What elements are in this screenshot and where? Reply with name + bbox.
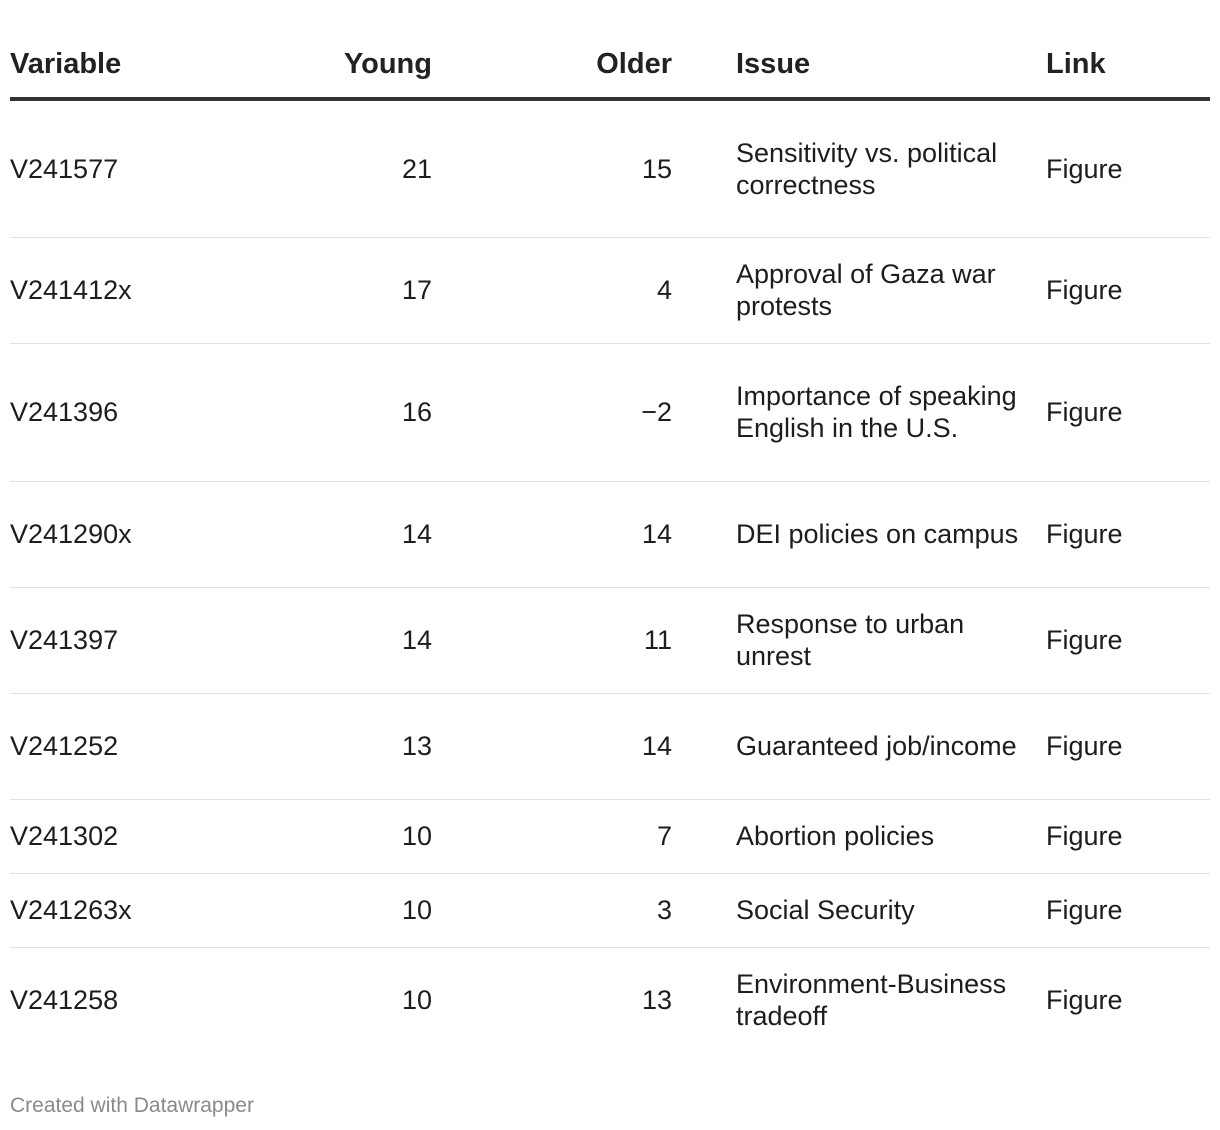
cell-issue: Guaranteed job/income (736, 693, 1046, 799)
table-row (10, 873, 1210, 947)
table-row (10, 481, 1210, 587)
cell-older: 13 (641, 985, 672, 1016)
cell-issue: Abortion policies (736, 799, 1046, 873)
cell-link[interactable]: Figure (1046, 237, 1210, 343)
header-row (10, 0, 1210, 99)
cell-spacer (672, 587, 736, 693)
column-spacer (672, 0, 736, 99)
cell-issue: Response to urban unrest (736, 587, 1046, 693)
cell-spacer (672, 873, 736, 947)
cell-older: 11 (432, 587, 672, 693)
column-header-issue[interactable]: Issue (736, 0, 1046, 99)
cell-issue: DEI policies on campus (736, 481, 1046, 587)
table-row (10, 587, 1210, 693)
cell-young: 10 (401, 985, 432, 1016)
cell-older: 15 (432, 99, 672, 237)
cell-variable: V241397 (10, 587, 272, 693)
table-row (10, 693, 1210, 799)
cell-spacer (672, 343, 736, 481)
column-header-young[interactable]: Young (272, 0, 432, 99)
cell-older: 14 (432, 693, 672, 799)
cell-spacer (672, 947, 736, 1053)
table-row (10, 237, 1210, 343)
cell-young: 10 (272, 799, 432, 873)
cell-variable: V241577 (10, 99, 272, 237)
cell-young: 14 (272, 587, 432, 693)
table-row (10, 99, 1210, 237)
cell-spacer (672, 799, 736, 873)
cell-young: 10 (272, 873, 432, 947)
cell-link[interactable]: Figure (1046, 343, 1210, 481)
cell-older: 4 (432, 237, 672, 343)
cell-young: 13 (272, 693, 432, 799)
cell-variable: V241252 (10, 693, 272, 799)
cell-young: 16 (272, 343, 432, 481)
cell-spacer (672, 481, 736, 587)
cell-spacer (672, 693, 736, 799)
data-table (10, 0, 1210, 1053)
cell-spacer (672, 99, 736, 237)
cell-link[interactable]: Figure (1046, 693, 1210, 799)
column-header-variable[interactable]: Variable (10, 0, 272, 99)
cell-issue: Approval of Gaza war protests (736, 237, 1046, 343)
cell-older: 14 (432, 481, 672, 587)
cell-variable: V241302 (10, 799, 272, 873)
cell-link[interactable]: Figure (1046, 873, 1210, 947)
cell-link[interactable]: Figure (1046, 481, 1210, 587)
column-header-older[interactable]: Older (432, 0, 672, 99)
cell-older: −2 (432, 343, 672, 481)
cell-young: 21 (272, 99, 432, 237)
cell-variable: V241412x (10, 237, 272, 343)
table-container (10, 0, 1210, 1053)
table-row (10, 343, 1210, 481)
cell-variable: V241290x (10, 481, 272, 587)
cell-link[interactable]: Figure (1046, 99, 1210, 237)
cell-issue: Sensitivity vs. political correctness (736, 99, 1046, 237)
cell-link[interactable]: Figure (1046, 985, 1123, 1016)
cell-young: 14 (272, 481, 432, 587)
cell-variable: V241396 (10, 343, 272, 481)
cell-link[interactable]: Figure (1046, 799, 1210, 873)
cell-issue: Importance of speaking English in the U.S. (736, 343, 1046, 481)
cell-young: 17 (272, 237, 432, 343)
cell-older: 3 (432, 873, 672, 947)
cell-variable: V241258 (10, 985, 119, 1016)
column-header-link[interactable]: Link (1046, 0, 1210, 99)
cell-issue: Environment-Business tradeoff (736, 969, 1007, 1032)
cell-older: 7 (432, 799, 672, 873)
datawrapper-credit[interactable]: Created with Datawrapper (10, 1094, 254, 1117)
cell-issue: Social Security (736, 873, 1046, 947)
table-row (10, 947, 1210, 1053)
cell-spacer (672, 237, 736, 343)
table-row (10, 799, 1210, 873)
cell-variable: V241263x (10, 873, 272, 947)
cell-link[interactable]: Figure (1046, 587, 1210, 693)
